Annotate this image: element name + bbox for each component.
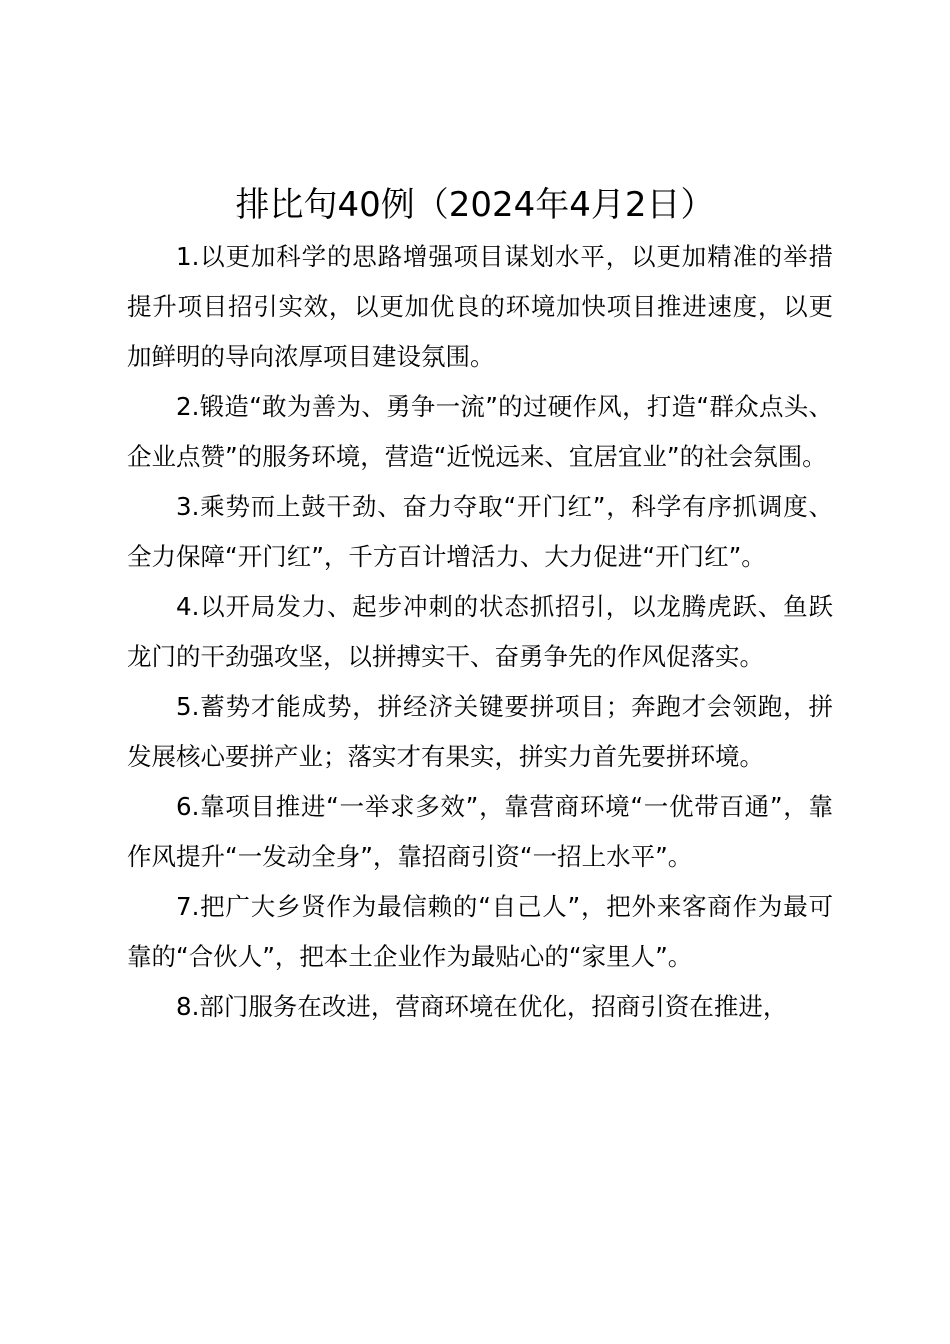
paragraph-1: 1.以更加科学的思路增强项目谋划水平，以更加精准的举措提升项目招引实效，以更加优良的环境加快项目推进速度，以更加鲜明的导向浓厚项目建设氛围。 (127, 242, 833, 371)
paragraph-6: 6.靠项目推进“一举求多效”，靠营商环境“一优带百通”，靠作风提升“一发动全身”，靠招商引资“一招上水平”。 (127, 792, 833, 871)
document-body (127, 232, 833, 1032)
paragraph-3: 3.乘势而上鼓干劲、奋力夺取“开门红”，科学有序抓调度、全力保障“开门红”，千方百计增活力、大力促进“开门红”。 (127, 492, 833, 571)
paragraph-8: 8.部门服务在改进，营商环境在优化，招商引资在推进， (176, 992, 788, 1021)
document-title: 排比句40例（2024年4月2日） (235, 185, 715, 225)
paragraph-5: 5.蓄势才能成势，拼经济关键要拼项目；奔跑才会领跑，拼发展核心要拼产业；落实才有果实，拼实力首先要拼环境。 (127, 692, 833, 771)
paragraph-7: 7.把广大乡贤作为最信赖的“自己人”，把外来客商作为最可靠的“合伙人”，把本土企业作为最贴心的“家里人”。 (127, 892, 833, 971)
paragraph-2: 2.锻造“敢为善为、勇争一流”的过硬作风，打造“群众点头、企业点赞”的服务环境，营造“近悦远来、宜居宜业”的社会氛围。 (127, 392, 833, 471)
paragraph-4: 4.以开局发力、起步冲刺的状态抓招引，以龙腾虎跃、鱼跃龙门的干劲强攻坚，以拼搏实干、奋勇争先的作风促落实。 (127, 592, 833, 671)
